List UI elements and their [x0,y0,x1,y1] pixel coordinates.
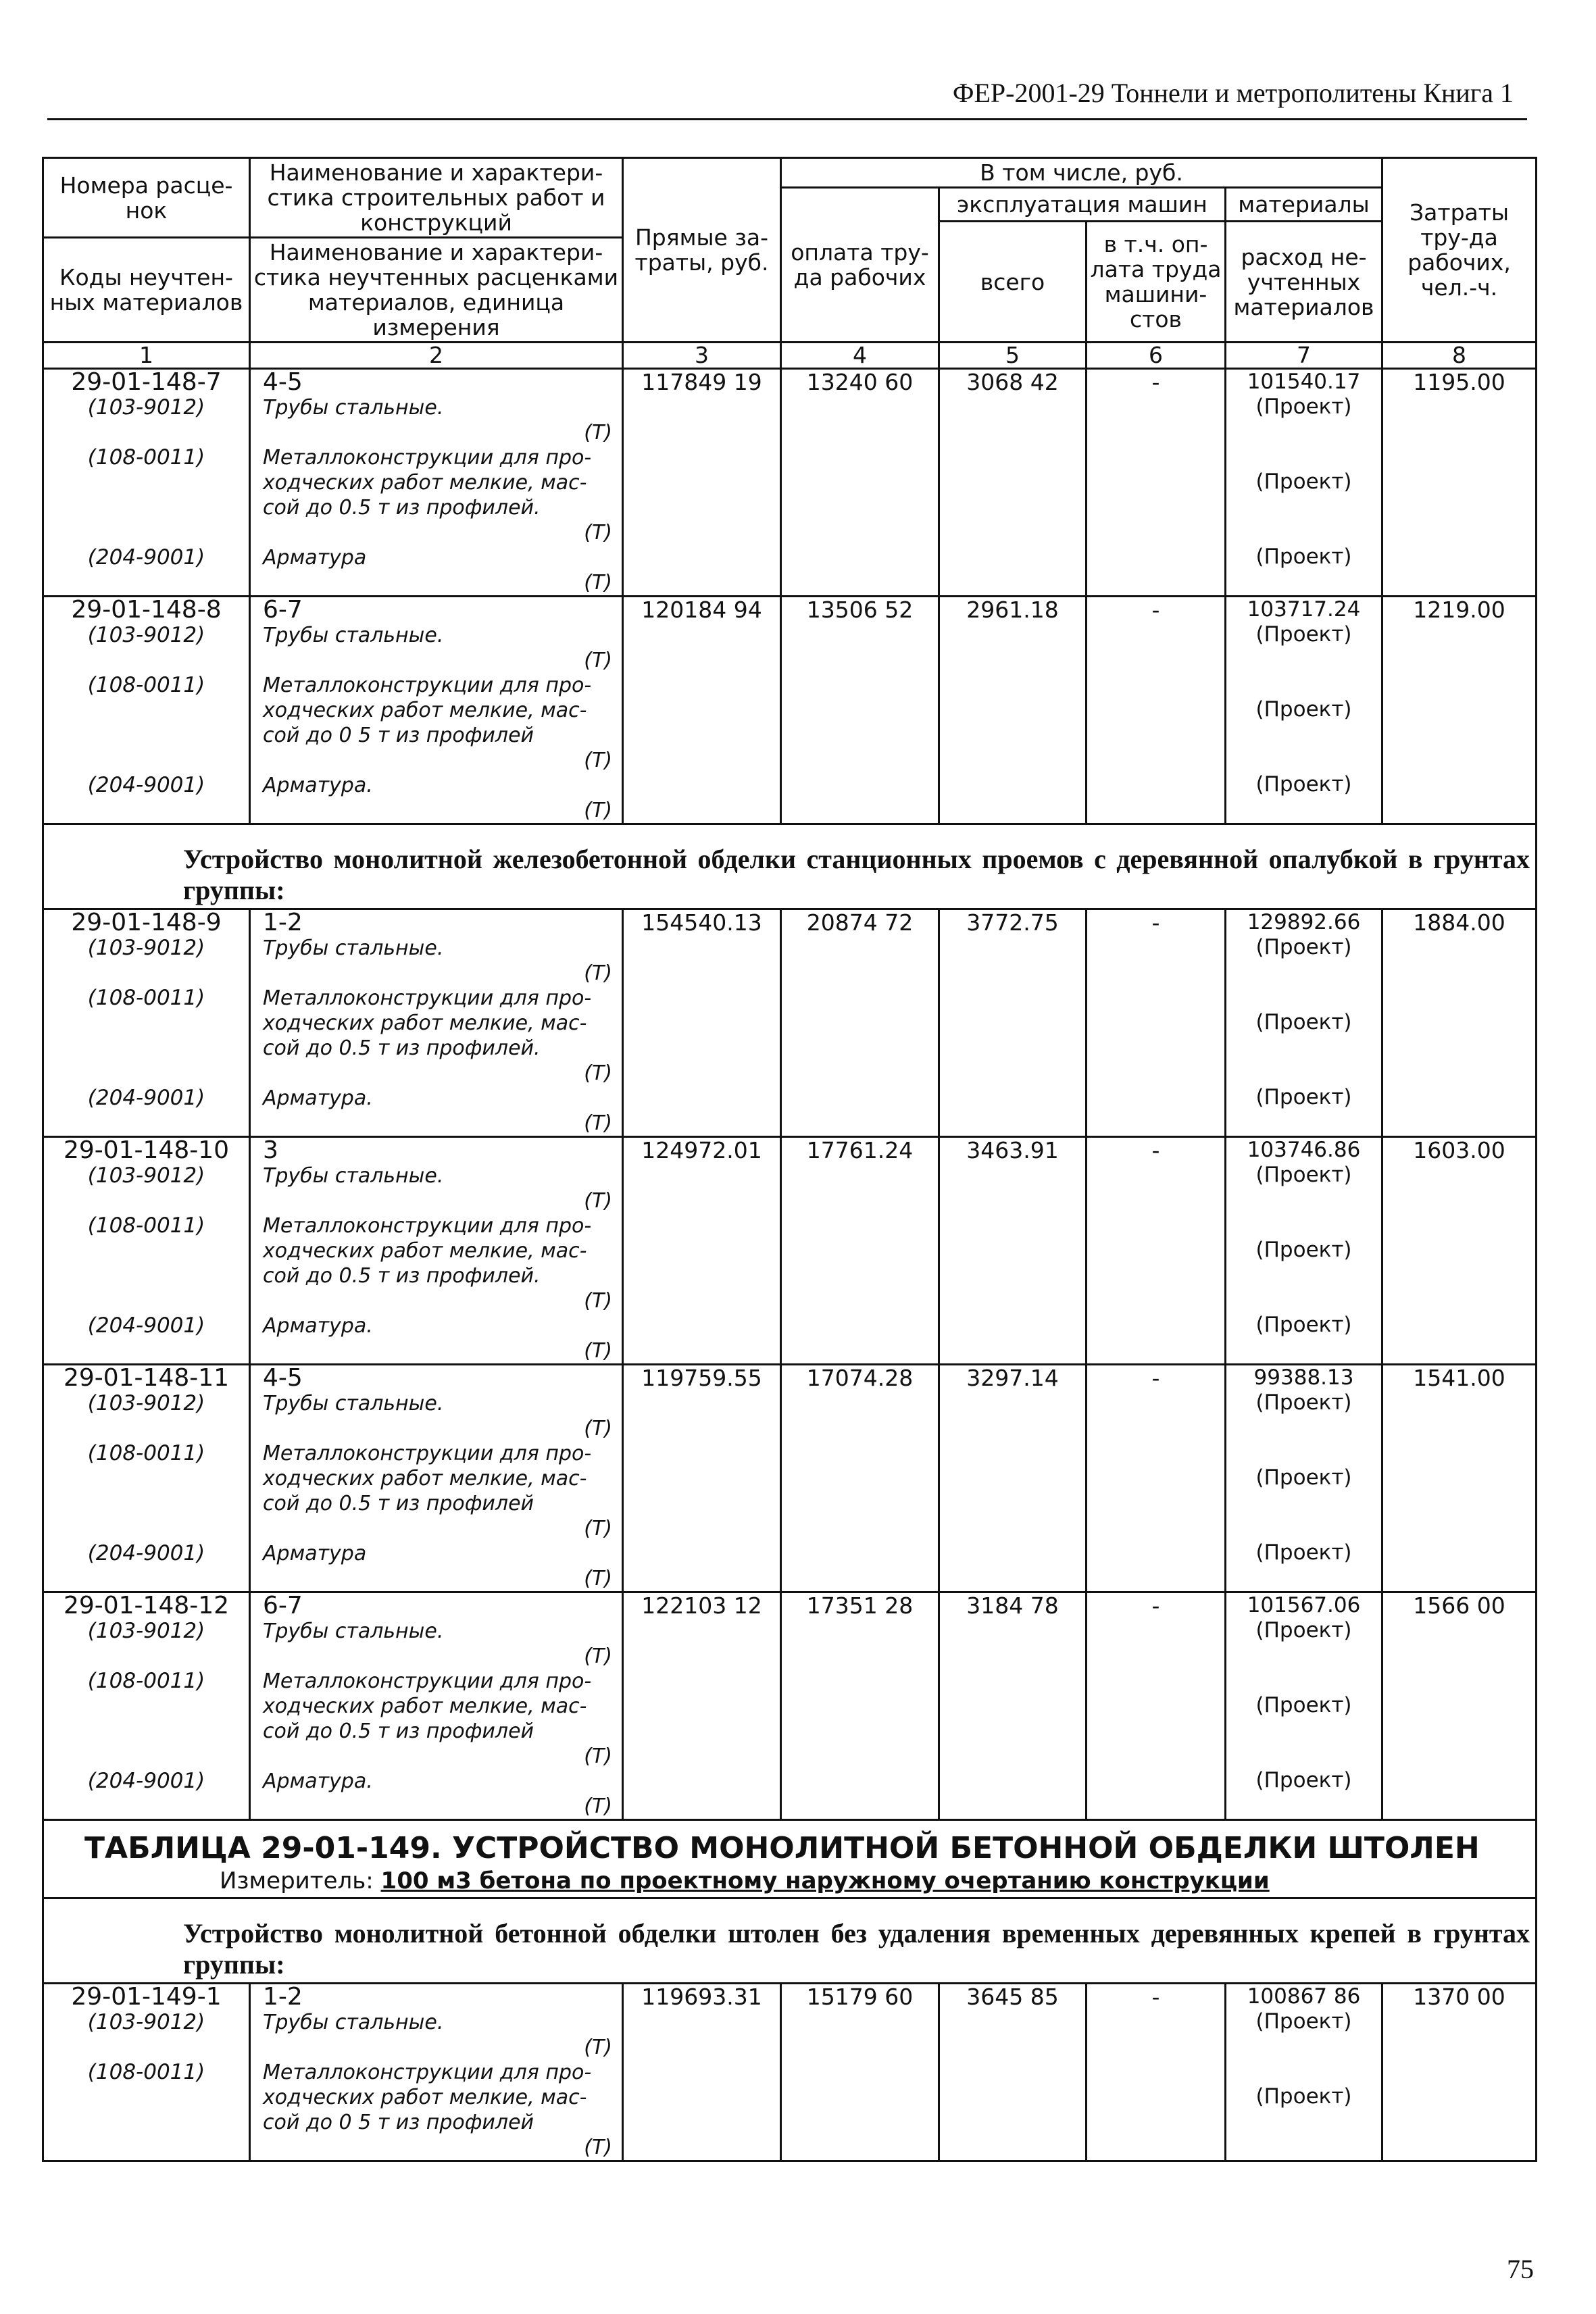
material-code: (103-9012) [87,623,205,647]
material-unit: (Т) [584,1061,612,1085]
material-project: (Проект) [1255,1618,1352,1642]
material-code: (108-0011) [87,1669,205,1693]
material-code: (108-0011) [87,986,205,1010]
materials-cost: 103717.24 [1247,597,1361,622]
materials-cell [1226,1137,1382,1365]
material-name: сой до 0 5 т из профилей [263,2111,534,2134]
material-project: (Проект) [1255,1768,1352,1792]
material-name: Арматура [263,546,367,570]
rate-code: 29-01-148-12 [63,1592,230,1619]
material-name: ходческих работ мелкие, мас- [263,471,587,495]
name-cell [250,1984,623,2161]
rate-code: 29-01-148-10 [63,1136,230,1164]
material-code: (204-9001) [87,773,205,797]
material-unit: (Т) [584,1289,612,1313]
wages: 17761.24 [781,1137,939,1365]
section-title: Устройство монолитной железобетонной обделки станционных проемов с деревянной опалубкой в грунтах группы: [43,824,1537,909]
wages: 13240 60 [781,369,939,597]
header-labor: Затраты тру-да рабочих, чел.-ч. [1382,158,1537,343]
material-name: Арматура. [263,1769,373,1793]
direct-cost: 117849 19 [623,369,781,597]
material-project: (Проект) [1255,772,1352,797]
material-name: Трубы стальные. [263,1392,444,1415]
labor: 1884.00 [1382,909,1537,1137]
materials-cell [1226,597,1382,824]
material-code: (103-9012) [87,1619,205,1643]
table-row [43,1592,1537,1820]
header-direct: Прямые за-траты, руб. [623,158,781,343]
material-name: ходческих работ мелкие, мас- [263,1467,587,1490]
labor: 1603.00 [1382,1137,1537,1365]
material-unit: (Т) [584,1744,612,1768]
material-name: Металлоконструкции для про- [263,1442,592,1465]
material-name: Арматура [263,1542,367,1565]
material-name: Трубы стальные. [263,936,444,960]
materials-cell [1226,1365,1382,1592]
code-cell [43,369,250,597]
col-num: 8 [1382,343,1537,369]
direct-cost: 154540.13 [623,909,781,1137]
running-head: ФЕР-2001-29 Тоннели и метрополитены Книга 1 [47,73,1527,120]
material-unit: (Т) [584,749,612,772]
table-row [43,1137,1537,1365]
material-project: (Проект) [1255,470,1352,494]
material-unit: (Т) [584,1567,612,1590]
table-caption: ТАБЛИЦА 29-01-149. УСТРОЙСТВО МОНОЛИТНОЙ БЕТОННОЙ ОБДЕЛКИ ШТОЛЕН [84,1831,1480,1865]
material-name: Металлоконструкции для про- [263,1214,592,1238]
labor: 1566 00 [1382,1592,1537,1820]
header-materials-sub: расход не-учтенных материалов [1226,222,1382,343]
table-row [43,369,1537,597]
material-project: (Проект) [1255,1693,1352,1717]
material-unit: (Т) [584,1794,612,1818]
material-unit: (Т) [584,1339,612,1363]
header-codes-bottom: Коды неучтен-ных материалов [43,238,250,343]
material-project: (Проект) [1255,545,1352,569]
material-project: (Проект) [1255,697,1352,722]
table-header [43,158,1537,369]
machines-wages: - [1087,597,1226,824]
machines-total: 3463.91 [939,1137,1087,1365]
header-codes-top: Номера расце-нок [43,158,250,238]
header-machines-wages: в т.ч. оп-лата труда машини-стов [1087,222,1226,343]
name-cell [250,369,623,597]
material-name: ходческих работ мелкие, мас- [263,1239,587,1263]
wages: 13506 52 [781,597,939,824]
material-name: Трубы стальные. [263,624,444,647]
name-cell [250,1592,623,1820]
table-body-a [43,369,1537,824]
col-num: 7 [1226,343,1382,369]
material-code: (108-0011) [87,1213,205,1238]
wages: 15179 60 [781,1984,939,2161]
material-name: сой до 0.5 т из профилей. [263,1264,541,1288]
table-row [43,597,1537,824]
soil-group: 4-5 [263,368,303,396]
material-unit: (Т) [584,799,612,822]
material-name: Металлоконструкции для про- [263,1669,592,1693]
name-cell [250,1365,623,1592]
direct-cost: 119759.55 [623,1365,781,1592]
material-name: Трубы стальные. [263,1164,444,1188]
material-project: (Проект) [1255,1085,1352,1109]
material-code: (103-9012) [87,1391,205,1415]
material-code: (103-9012) [87,936,205,960]
machines-wages: - [1087,909,1226,1137]
material-code: (103-9012) [87,1163,205,1188]
machines-wages: - [1087,1137,1226,1365]
rate-code: 29-01-148-9 [71,909,222,936]
header-name-bottom: Наименование и характери-стика неучтенных расценками материалов, единица измерения [250,238,623,343]
material-name: ходческих работ мелкие, мас- [263,1011,587,1035]
col-num: 2 [250,343,623,369]
materials-cost: 99388.13 [1253,1365,1354,1390]
material-name: Металлоконструкции для про- [263,2061,592,2084]
material-project: (Проект) [1255,1465,1352,1490]
col-num: 6 [1087,343,1226,369]
code-cell [43,1365,250,1592]
material-unit: (Т) [584,571,612,595]
soil-group: 1-2 [263,1983,303,2011]
materials-cell [1226,1984,1382,2161]
material-code: (103-9012) [87,2010,205,2034]
soil-group: 4-5 [263,1364,303,1392]
section-1 [43,824,1537,909]
materials-cost: 103746.86 [1247,1138,1361,1162]
material-name: Трубы стальные. [263,396,444,420]
material-name: ходческих работ мелкие, мас- [263,699,587,722]
labor: 1219.00 [1382,597,1537,824]
material-unit: (Т) [584,961,612,985]
table-row [43,1984,1537,2161]
header-machines: эксплуатация машин [939,188,1226,222]
materials-cost: 100867 86 [1247,1984,1361,2009]
material-unit: (Т) [584,649,612,672]
material-project: (Проект) [1255,1540,1352,1565]
material-unit: (Т) [584,1644,612,1668]
soil-group: 6-7 [263,1592,303,1619]
machines-total: 3297.14 [939,1365,1087,1592]
section-title: Устройство монолитной бетонной обделки штолен без удаления временных деревянных крепей в грунтах группы: [43,1898,1537,1984]
material-name: Арматура. [263,774,373,797]
rate-code: 29-01-148-8 [71,596,222,624]
material-name: Трубы стальные. [263,2011,444,2034]
table-caption-cell [43,1820,1537,1898]
material-name: сой до 0.5 т из профилей [263,1492,534,1515]
direct-cost: 119693.31 [623,1984,781,2161]
table-row [43,909,1537,1137]
material-project: (Проект) [1255,622,1352,647]
material-code: (103-9012) [87,395,205,420]
col-num: 5 [939,343,1087,369]
labor: 1370 00 [1382,1984,1537,2161]
page-number: 75 [1507,2254,1534,2284]
wages: 20874 72 [781,909,939,1137]
col-num: 4 [781,343,939,369]
material-code: (204-9001) [87,1769,205,1793]
header-machines-total: всего [939,222,1087,343]
material-code: (108-0011) [87,1441,205,1465]
name-cell [250,909,623,1137]
rates-table [42,157,1537,2162]
material-project: (Проект) [1255,1163,1352,1187]
material-name: сой до 0.5 т из профилей [263,1719,534,1743]
header-name-top: Наименование и характери-стика строительных работ и конструкций [250,158,623,238]
machines-total: 3772.75 [939,909,1087,1137]
material-unit: (Т) [584,2136,612,2159]
material-code: (204-9001) [87,1313,205,1338]
labor: 1195.00 [1382,369,1537,597]
name-cell [250,597,623,824]
soil-group: 1-2 [263,909,303,936]
machines-total: 2961.18 [939,597,1087,824]
header-incl: В том числе, руб. [781,158,1382,188]
material-name: сой до 0.5 т из профилей. [263,1036,541,1060]
machines-wages: - [1087,1592,1226,1820]
material-unit: (Т) [584,1189,612,1213]
meter [84,1867,1535,1895]
material-unit: (Т) [584,1417,612,1440]
direct-cost: 124972.01 [623,1137,781,1365]
materials-cost: 101540.17 [1247,370,1361,394]
col-num: 1 [43,343,250,369]
code-cell [43,909,250,1137]
material-unit: (Т) [584,421,612,445]
meter-value: 100 м3 бетона по проектному наружному очертанию конструкции [380,1867,1270,1894]
material-project: (Проект) [1255,1238,1352,1262]
machines-total: 3184 78 [939,1592,1087,1820]
machines-wages: - [1087,1984,1226,2161]
direct-cost: 120184 94 [623,597,781,824]
wages: 17351 28 [781,1592,939,1820]
material-unit: (Т) [584,2036,612,2059]
material-unit: (Т) [584,521,612,545]
material-code: (204-9001) [87,1541,205,1565]
soil-group: 6-7 [263,596,303,624]
material-name: Металлоконструкции для про- [263,674,592,697]
materials-cost: 101567.06 [1247,1593,1361,1617]
material-project: (Проект) [1255,1313,1352,1337]
material-name: ходческих работ мелкие, мас- [263,2086,587,2109]
table-row [43,1365,1537,1592]
material-code: (108-0011) [87,673,205,697]
table-body-b [43,909,1537,1820]
table-149-caption [43,1820,1537,1984]
material-code: (108-0011) [87,2060,205,2084]
material-code: (204-9001) [87,545,205,570]
code-cell [43,1592,250,1820]
material-name: Металлоконструкции для про- [263,986,592,1010]
machines-wages: - [1087,1365,1226,1592]
materials-cell [1226,909,1382,1137]
materials-cell [1226,369,1382,597]
labor: 1541.00 [1382,1365,1537,1592]
rate-code: 29-01-148-7 [71,368,222,396]
material-name: Трубы стальные. [263,1619,444,1643]
code-cell [43,1137,250,1365]
rate-code: 29-01-149-1 [71,1983,222,2011]
material-project: (Проект) [1255,1390,1352,1415]
header-materials: материалы [1226,188,1382,222]
soil-group: 3 [263,1136,278,1164]
table-body-c [43,1984,1537,2161]
header-wages: оплата тру-да рабочих [781,188,939,343]
wages: 17074.28 [781,1365,939,1592]
material-name: сой до 0 5 т из профилей [263,724,534,747]
materials-cost: 129892.66 [1247,910,1361,934]
material-name: сой до 0.5 т из профилей. [263,496,541,520]
material-unit: (Т) [584,1517,612,1540]
material-project: (Проект) [1255,935,1352,959]
name-cell [250,1137,623,1365]
machines-total: 3645 85 [939,1984,1087,2161]
material-name: Арматура. [263,1086,373,1110]
material-project: (Проект) [1255,1010,1352,1034]
col-num: 3 [623,343,781,369]
meter-label: Измеритель: [220,1867,374,1894]
materials-cell [1226,1592,1382,1820]
machines-wages: - [1087,369,1226,597]
material-name: Металлоконструкции для про- [263,446,592,470]
material-name: ходческих работ мелкие, мас- [263,1694,587,1718]
material-unit: (Т) [584,1111,612,1135]
material-name: Арматура. [263,1314,373,1338]
material-code: (204-9001) [87,1086,205,1110]
machines-total: 3068 42 [939,369,1087,597]
material-project: (Проект) [1255,2009,1352,2034]
direct-cost: 122103 12 [623,1592,781,1820]
code-cell [43,1984,250,2161]
material-project: (Проект) [1255,395,1352,419]
material-code: (108-0011) [87,445,205,470]
code-cell [43,597,250,824]
material-project: (Проект) [1255,2084,1352,2109]
rate-code: 29-01-148-11 [63,1364,230,1392]
